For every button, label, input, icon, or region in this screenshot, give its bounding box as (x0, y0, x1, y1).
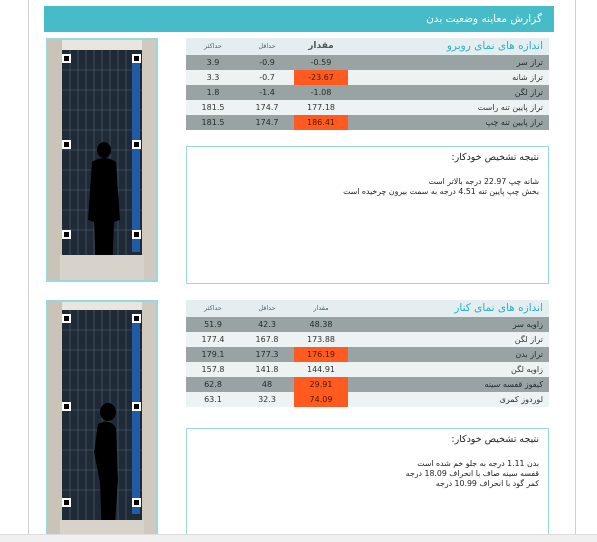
cell-name: تراز پایین تنه راست (477, 103, 543, 112)
cell-max: 3.3 (206, 73, 220, 82)
table-row (186, 377, 549, 392)
cell-max: 51.9 (204, 320, 222, 329)
cell-name: کیفوز قفسه سینه (484, 380, 543, 389)
table-row (186, 55, 549, 70)
cell-value: -0.59 (310, 58, 332, 67)
cell-name: تراز بدن (515, 350, 543, 359)
front-diagnosis-title: نتیجه تشخیص خودکار: (451, 152, 539, 163)
cell-min: 141.8 (255, 365, 279, 374)
cell-max: 157.8 (201, 365, 225, 374)
cell-value-flagged: 29.91 (294, 377, 348, 392)
header-value: مقدار (294, 300, 348, 317)
front-section-title: اندازه های نمای روبرو (348, 38, 549, 55)
table-row (186, 332, 549, 347)
table-row (186, 347, 549, 362)
cell-name: تراز سر (516, 58, 543, 67)
side-table-header (186, 300, 549, 317)
cell-name: تراز پایین تنه چپ (485, 118, 543, 127)
front-diagnosis-box (186, 146, 549, 284)
side-diagnosis-line: کمر گود با انحراف 10.99 درجه (435, 479, 539, 488)
report-title: گزارش معاینه وضعیت بدن (44, 6, 554, 32)
table-row (186, 317, 549, 332)
window-bottom-edge (0, 534, 597, 542)
cell-value: 48.38 (309, 320, 333, 329)
side-diagnosis-box (186, 428, 549, 542)
header-min: حداقل (240, 38, 294, 55)
cell-max: 181.5 (201, 118, 225, 127)
table-row (186, 70, 549, 85)
header-max: حداکثر (186, 38, 240, 55)
cell-min: 42.3 (258, 320, 276, 329)
cell-min: 48 (261, 380, 273, 389)
front-measurements-table (186, 38, 549, 130)
cell-name: زاویه سر (512, 320, 543, 329)
cell-max: 177.4 (201, 335, 225, 344)
cell-max: 179.1 (201, 350, 225, 359)
cell-value-flagged: -23.67 (294, 70, 348, 85)
header-min: حداقل (240, 300, 294, 317)
side-view-photo (46, 300, 158, 542)
front-table-header (186, 38, 549, 55)
table-row (186, 115, 549, 130)
cell-min: -0.9 (259, 58, 275, 67)
cell-value: -1.08 (310, 88, 332, 97)
cell-min: 174.7 (255, 118, 279, 127)
front-diagnosis-line: شانه چپ 22.97 درجه بالاتر است (428, 177, 539, 186)
cell-name: تراز شانه (512, 73, 543, 82)
front-diagnosis-line: بخش چپ پایین تنه 4.51 درجه به سمت بیرون چرخیده است (343, 187, 539, 196)
cell-min: 177.3 (255, 350, 279, 359)
cell-max: 63.1 (204, 395, 222, 404)
table-row (186, 392, 549, 407)
cell-name: زاویه لگن (511, 365, 543, 374)
table-row (186, 100, 549, 115)
side-measurements-table (186, 300, 549, 407)
side-diagnosis-line: بدن 1.11 درجه به جلو خم شده است (417, 459, 539, 468)
header-max: حداکثر (186, 300, 240, 317)
cell-min: 174.7 (255, 103, 279, 112)
table-row (186, 362, 549, 377)
header-value: مقدار (294, 38, 348, 55)
cell-name: لوردوز کمری (499, 395, 543, 404)
cell-min: -1.4 (259, 88, 275, 97)
cell-name: تراز لگن (514, 88, 543, 97)
cell-max: 3.9 (206, 58, 220, 67)
cell-min: 32.3 (258, 395, 276, 404)
cell-value: 173.88 (307, 335, 335, 344)
cell-min: -0.7 (259, 73, 275, 82)
side-section-title: اندازه های نمای کنار (348, 300, 549, 317)
cell-max: 1.8 (206, 88, 220, 97)
cell-name: تراز لگن (514, 335, 543, 344)
cell-min: 167.8 (255, 335, 279, 344)
cell-value-flagged: 176.19 (294, 347, 348, 362)
table-row (186, 85, 549, 100)
cell-value-flagged: 186.41 (294, 115, 348, 130)
cell-max: 62.8 (204, 380, 222, 389)
cell-max: 181.5 (201, 103, 225, 112)
cell-value: 144.91 (307, 365, 335, 374)
front-posture-image (48, 40, 156, 280)
cell-value-flagged: 74.09 (294, 392, 348, 407)
front-view-photo (46, 38, 158, 282)
side-diagnosis-line: قفسه سینه صاف با انحراف 18.09 درجه (405, 469, 539, 478)
side-posture-image (48, 302, 156, 542)
cell-value: 177.18 (307, 103, 335, 112)
side-diagnosis-title: نتیجه تشخیص خودکار: (451, 434, 539, 445)
